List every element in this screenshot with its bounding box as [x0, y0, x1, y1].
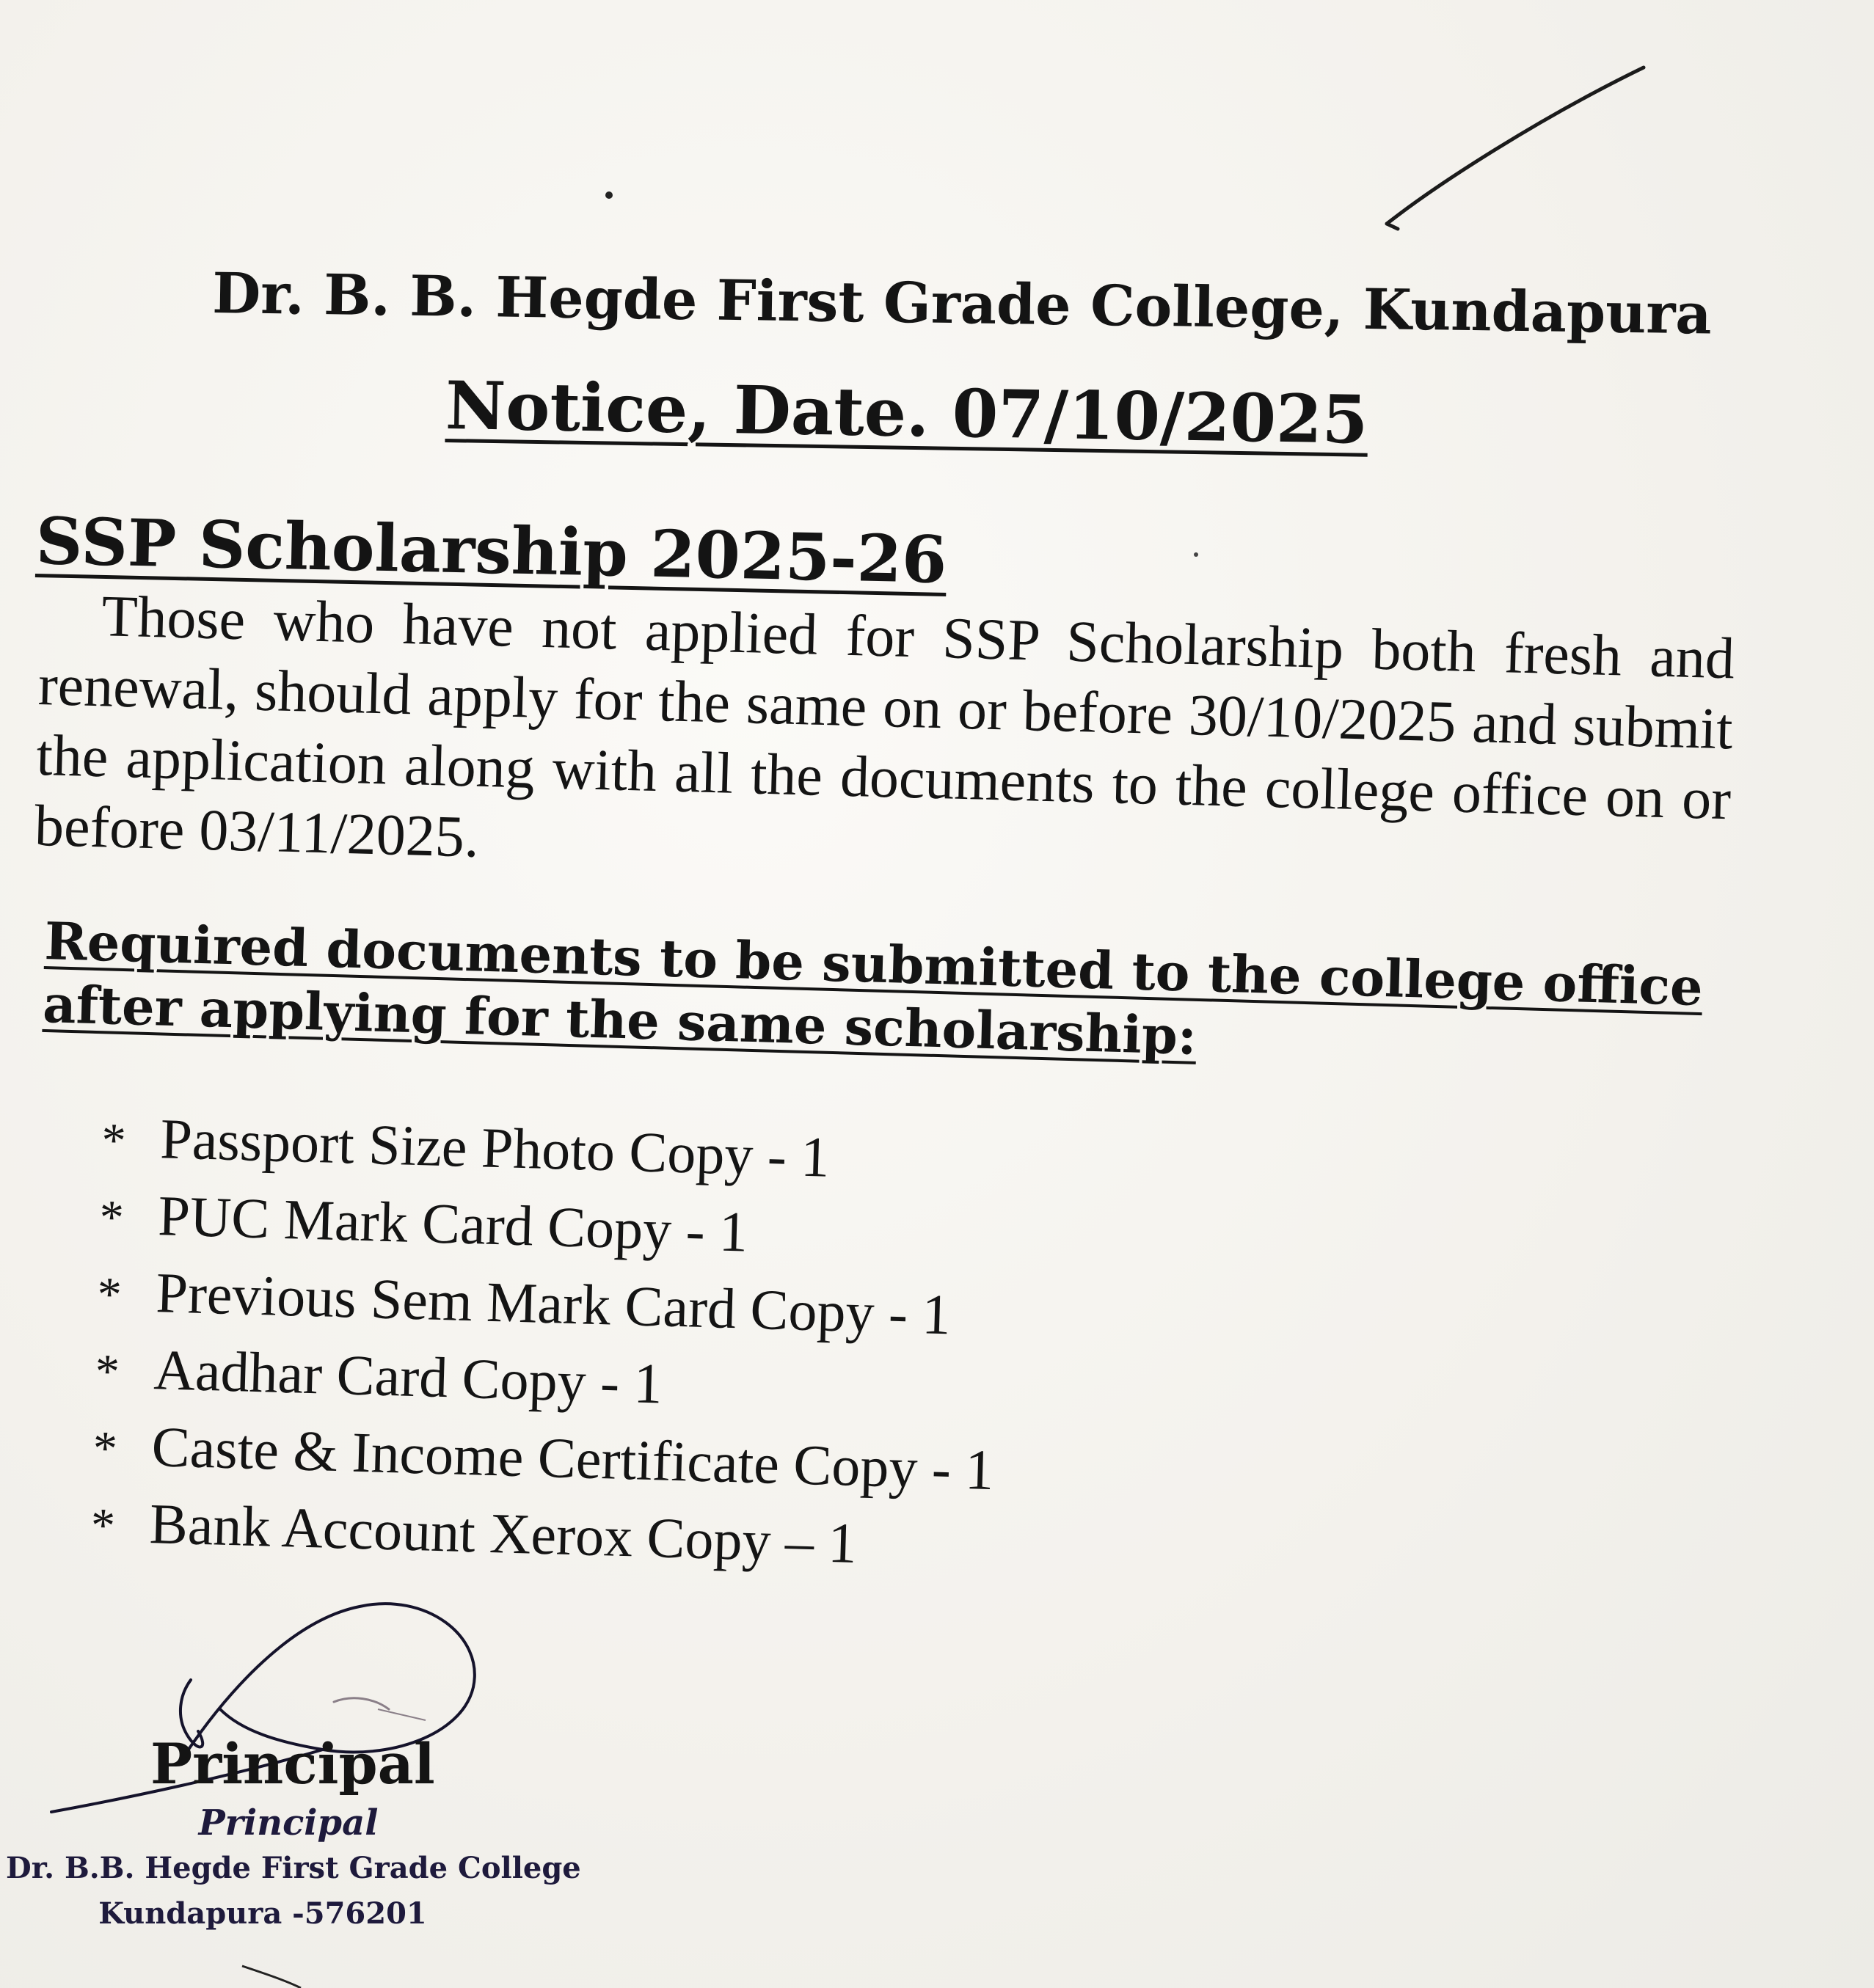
document-item: PUC Mark Card Copy - 1: [157, 1183, 749, 1264]
notice-date: Notice, Date. 07/10/2025: [445, 367, 1369, 459]
document-item: Bank Account Xerox Copy – 1: [148, 1491, 858, 1575]
college-name: Dr. B. B. Hegde First Grade College, Kundapura: [211, 260, 1713, 347]
notice-body: Those who have not applied for SSP Scholarship both fresh and renewal, should apply for the same on or before 30/10/2025 and submit the application along with all the documents to the college office on or before 03/11/2025.: [34, 584, 1736, 870]
official-stamp: [6, 1801, 581, 1936]
signatory-title: Principal: [150, 1731, 435, 1797]
stamp-role: Principal: [198, 1802, 379, 1843]
notice-title: SSP Scholarship 2025-26: [34, 503, 948, 598]
stamp-college: Dr. B.B. Hegde First Grade College: [6, 1851, 581, 1885]
bullet: *: [98, 1190, 125, 1245]
bullet: *: [96, 1267, 123, 1322]
pen-stroke: [242, 1966, 301, 1988]
required-documents-heading: Required documents to be submitted to the college office after applying for the same scholarship:: [42, 910, 1704, 1067]
required-documents-list: [90, 1100, 1003, 1587]
document-item: Previous Sem Mark Card Copy - 1: [155, 1260, 952, 1347]
document-item: Aadhar Card Copy - 1: [153, 1337, 663, 1416]
document-item: Passport Size Photo Copy - 1: [159, 1106, 831, 1189]
bullet: *: [92, 1421, 118, 1476]
ink-dot: [605, 191, 613, 199]
bullet: *: [101, 1113, 127, 1168]
ink-dot: [1194, 552, 1198, 557]
bullet: *: [94, 1344, 120, 1399]
bullet: *: [90, 1498, 116, 1553]
tick-mark-hook: [1387, 224, 1398, 229]
document-item: Caste & Income Certificate Copy - 1: [150, 1414, 995, 1502]
stamp-place: Kundapura -576201: [98, 1896, 427, 1931]
tick-mark: [1387, 67, 1644, 224]
